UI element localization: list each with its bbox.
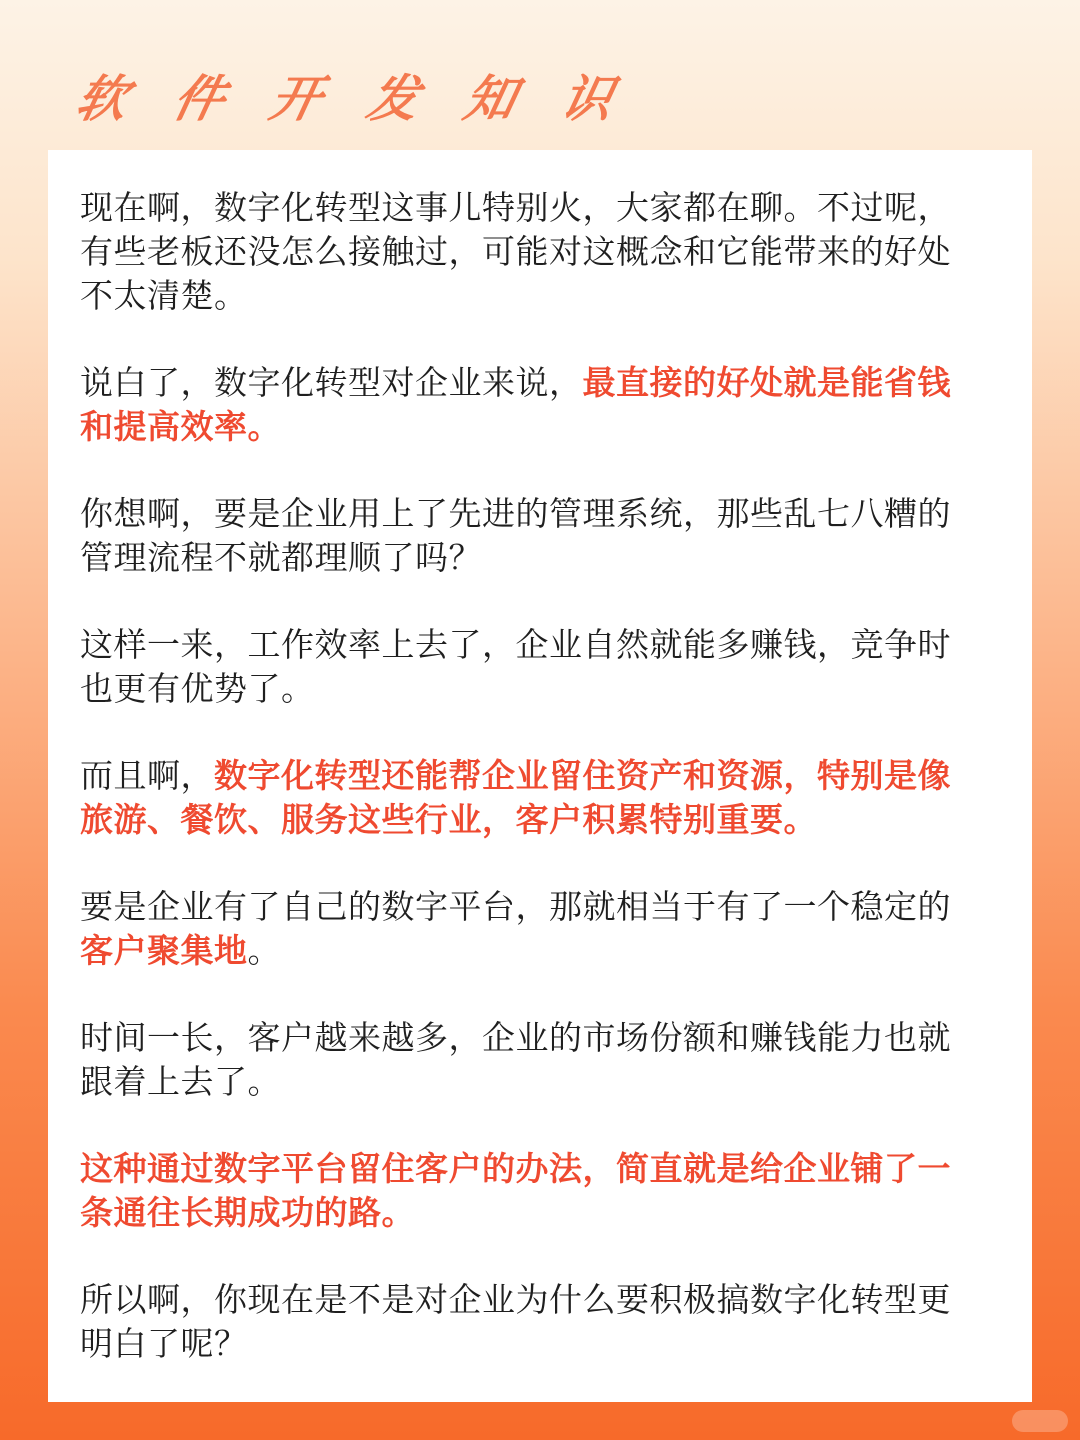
title-char: 发 bbox=[361, 70, 425, 128]
title-char: 软 bbox=[70, 70, 134, 128]
content-card bbox=[48, 150, 1032, 1402]
highlight-text: 这种通过数字平台留住客户的办法，简直就是给企业铺了一条通往长期成功的路。 bbox=[80, 1149, 951, 1232]
paragraph-text: 说白了，数字化转型对企业来说， bbox=[80, 363, 583, 402]
paragraph-1 bbox=[80, 186, 978, 318]
highlight-text: 客户聚集地 bbox=[80, 931, 248, 970]
paragraph-text: 所以啊，你现在是不是对企业为什么要积极搞数字化转型更明白了呢？ bbox=[80, 1280, 951, 1363]
paragraph-3 bbox=[80, 492, 978, 580]
highlight-text: 最直接的好处就是能省钱和提高效率。 bbox=[80, 363, 951, 446]
paragraph-2 bbox=[80, 361, 978, 449]
paragraph-8 bbox=[80, 1147, 978, 1235]
watermark-logo bbox=[1012, 1410, 1068, 1432]
paragraph-6 bbox=[80, 885, 978, 973]
title-char: 识 bbox=[555, 70, 619, 128]
paragraph-text: 现在啊，数字化转型这事儿特别火，大家都在聊。不过呢，有些老板还没怎么接触过，可能对这概念和它能带来的好处不太清楚。 bbox=[80, 188, 951, 315]
title-char: 知 bbox=[458, 70, 522, 128]
paragraph-text: 这样一来，工作效率上去了，企业自然就能多赚钱，竞争时也更有优势了。 bbox=[80, 625, 951, 708]
paragraph-7 bbox=[80, 1016, 978, 1104]
paragraph-4 bbox=[80, 623, 978, 711]
highlight-text: 数字化转型还能帮企业留住资产和资源，特别是像旅游、餐饮、服务这些行业，客户积累特别重要。 bbox=[80, 756, 951, 839]
paragraph-text: 时间一长，客户越来越多，企业的市场份额和赚钱能力也就跟着上去了。 bbox=[80, 1018, 951, 1101]
paragraph-5 bbox=[80, 754, 978, 842]
paragraph-text: 。 bbox=[247, 931, 281, 970]
title-char: 开 bbox=[264, 70, 328, 128]
title-char: 件 bbox=[167, 70, 231, 128]
paragraph-text: 你想啊，要是企业用上了先进的管理系统，那些乱七八糟的管理流程不就都理顺了吗？ bbox=[80, 494, 951, 577]
paragraph-9 bbox=[80, 1278, 978, 1366]
paragraph-text: 而且啊， bbox=[80, 756, 214, 795]
page-title bbox=[70, 60, 660, 130]
paragraph-text: 要是企业有了自己的数字平台，那就相当于有了一个稳定的 bbox=[80, 887, 951, 926]
